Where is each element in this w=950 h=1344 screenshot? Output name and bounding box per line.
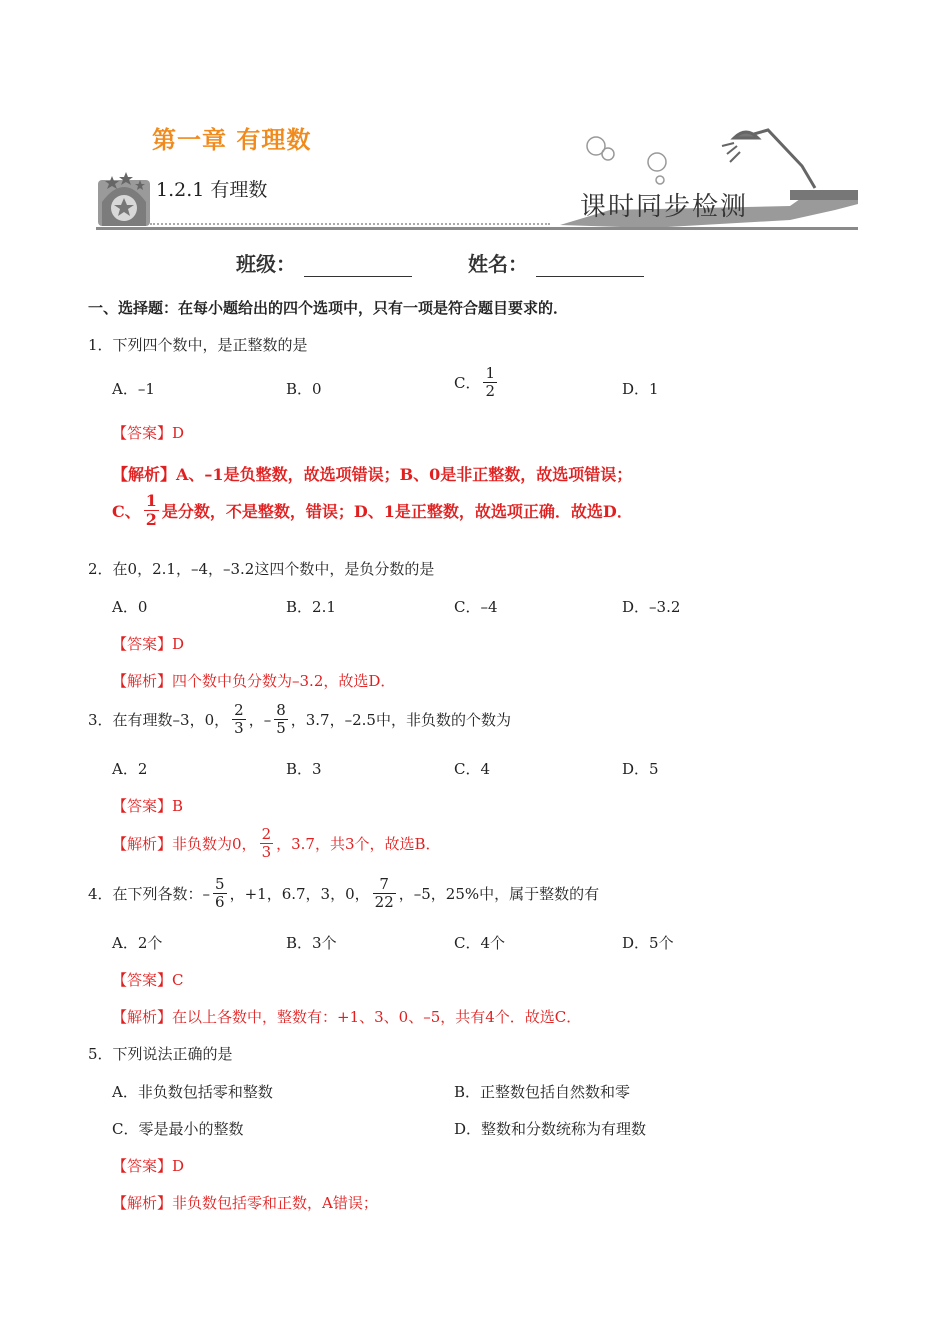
q1-option-b: B．0 bbox=[286, 380, 322, 398]
name-label: 姓名： bbox=[468, 252, 528, 276]
class-field bbox=[236, 248, 412, 277]
q2-answer bbox=[112, 633, 184, 654]
q2-option-b: B．2.1 bbox=[286, 598, 336, 616]
fraction-denominator: 5 bbox=[276, 718, 286, 737]
q4-option-a: A．2个 bbox=[112, 934, 163, 952]
q2-option-a: A．0 bbox=[112, 598, 148, 616]
q1-answer bbox=[112, 422, 184, 443]
q1-explanation-fraction bbox=[144, 492, 159, 528]
q4-answer-value: C bbox=[172, 971, 184, 989]
q1-explanation-1 bbox=[112, 462, 632, 485]
fraction-denominator: 3 bbox=[261, 842, 272, 861]
name-blank[interactable] bbox=[536, 256, 644, 277]
section-heading: 一、选择题：在每小题给出的四个选项中，只有一项是符合题目要求的． bbox=[88, 299, 569, 317]
q3-stem-mid: ，– bbox=[248, 710, 272, 729]
q1-option-d: D．1 bbox=[622, 380, 659, 398]
q5-option-b: B．正整数包括自然数和零 bbox=[454, 1083, 631, 1101]
q3-explanation bbox=[112, 826, 441, 860]
answer-tag: 【答案】 bbox=[112, 635, 173, 653]
explain-tag: 【解析】 bbox=[112, 1194, 173, 1212]
class-label: 班级： bbox=[236, 252, 296, 276]
fraction-denominator: 2 bbox=[485, 381, 496, 400]
q1-explanation-post: 是分数，不是整数，错误；D、1是正整数，故选项正确．故选D． bbox=[161, 501, 633, 521]
answer-tag: 【答案】 bbox=[112, 971, 173, 989]
q4-explanation-text: 在以上各数中，整数有：+1、3、0、–5，共有4个．故选C． bbox=[172, 1008, 582, 1026]
q3-answer-value: B bbox=[172, 797, 184, 815]
fraction-numerator: 2 bbox=[234, 701, 244, 719]
q1-option-c-label: C． bbox=[454, 373, 481, 392]
fraction-numerator: 8 bbox=[276, 701, 286, 719]
q3-stem-pre: 3．在有理数–3，0， bbox=[88, 710, 230, 729]
q4-stem-post: ，–5，25%中，属于整数的有 bbox=[398, 884, 600, 903]
q2-answer-value: D bbox=[172, 635, 185, 653]
fraction-numerator: 1 bbox=[485, 364, 496, 382]
fraction-numerator: 5 bbox=[215, 875, 225, 893]
q5-option-d: D．整数和分数统称为有理数 bbox=[454, 1120, 647, 1138]
q5-explanation-text: 非负数包括零和正数，A错误； bbox=[172, 1194, 378, 1212]
q3-fraction-2 bbox=[274, 702, 288, 736]
q3-option-d: D．5 bbox=[622, 760, 659, 778]
fraction-numerator: 7 bbox=[373, 876, 396, 894]
q4-stem bbox=[88, 876, 599, 910]
q4-answer bbox=[112, 969, 184, 990]
q4-fraction-1 bbox=[213, 876, 227, 910]
q3-option-c: C．4 bbox=[454, 760, 491, 778]
q3-explanation-fraction bbox=[260, 826, 274, 860]
q2-explanation-text: 四个数中负分数为–3.2，故选D． bbox=[172, 672, 396, 690]
star-badge-icon bbox=[98, 172, 150, 226]
q5-answer-value: D bbox=[172, 1157, 185, 1175]
explain-tag: 【解析】 bbox=[112, 465, 177, 484]
q1-explanation-pre: C、 bbox=[112, 501, 141, 521]
q4-fraction-2 bbox=[373, 876, 396, 910]
section-title: 1.2.1 有理数 bbox=[156, 179, 268, 201]
q3-option-b: B．3 bbox=[286, 760, 322, 778]
fraction-denominator: 3 bbox=[234, 718, 244, 737]
q2-explanation bbox=[112, 670, 395, 691]
q2-stem: 2．在0，2.1，–4，–3.2这四个数中，是负分数的是 bbox=[88, 560, 435, 578]
fraction-denominator: 2 bbox=[145, 509, 157, 529]
chapter-title: 第一章 有理数 bbox=[152, 126, 312, 154]
q1-option-c-fraction bbox=[483, 365, 497, 399]
q5-explanation bbox=[112, 1192, 378, 1213]
bubbles-icon bbox=[587, 137, 666, 184]
q3-explanation-post: ，3.7，共3个，故选B． bbox=[276, 834, 441, 853]
q4-option-b: B．3个 bbox=[286, 934, 337, 952]
q3-option-a: A．2 bbox=[112, 760, 148, 778]
q1-explanation-2 bbox=[112, 492, 633, 528]
answer-tag: 【答案】 bbox=[112, 424, 173, 442]
header-divider bbox=[96, 227, 858, 230]
q3-explanation-pre: 非负数为0， bbox=[172, 834, 257, 853]
q3-answer bbox=[112, 795, 183, 816]
fraction-numerator: 2 bbox=[261, 825, 272, 843]
q5-option-a: A．非负数包括零和整数 bbox=[112, 1083, 273, 1101]
q1-answer-value: D bbox=[172, 424, 185, 442]
desk-lamp-icon bbox=[722, 130, 815, 188]
banner-title: 课时同步检测 bbox=[580, 192, 749, 222]
answer-tag: 【答案】 bbox=[112, 797, 173, 815]
q3-stem bbox=[88, 702, 511, 736]
explain-tag: 【解析】 bbox=[112, 672, 173, 690]
answer-tag: 【答案】 bbox=[112, 1157, 173, 1175]
fraction-numerator: 1 bbox=[145, 491, 157, 510]
fraction-denominator: 6 bbox=[215, 892, 225, 911]
q1-explanation-text-1: A、–1是负整数，故选项错误；B、0是非正整数，故选项错误； bbox=[176, 465, 633, 484]
name-field bbox=[468, 248, 644, 277]
q1-option-a: A．–1 bbox=[112, 380, 155, 398]
fraction-denominator: 22 bbox=[374, 892, 394, 911]
q4-stem-mid: ，+1，6.7，3，0， bbox=[229, 884, 370, 903]
explain-tag: 【解析】 bbox=[112, 834, 173, 853]
q2-option-d: D．–3.2 bbox=[622, 598, 681, 616]
q3-stem-post: ，3.7，–2.5中，非负数的个数为 bbox=[290, 710, 511, 729]
q5-answer bbox=[112, 1155, 184, 1176]
q4-stem-pre: 4．在下列各数：– bbox=[88, 884, 211, 903]
q4-option-d: D．5个 bbox=[622, 934, 674, 952]
q4-option-c: C．4个 bbox=[454, 934, 506, 952]
q1-option-c bbox=[454, 365, 500, 399]
q4-explanation bbox=[112, 1006, 581, 1027]
q1-stem: 1．下列四个数中，是正整数的是 bbox=[88, 336, 308, 354]
explain-tag: 【解析】 bbox=[112, 1008, 173, 1026]
q2-option-c: C．–4 bbox=[454, 598, 498, 616]
q5-stem: 5．下列说法正确的是 bbox=[88, 1045, 233, 1063]
class-blank[interactable] bbox=[304, 256, 412, 277]
q3-fraction-1 bbox=[232, 702, 246, 736]
q5-option-c: C．零是最小的整数 bbox=[112, 1120, 244, 1138]
